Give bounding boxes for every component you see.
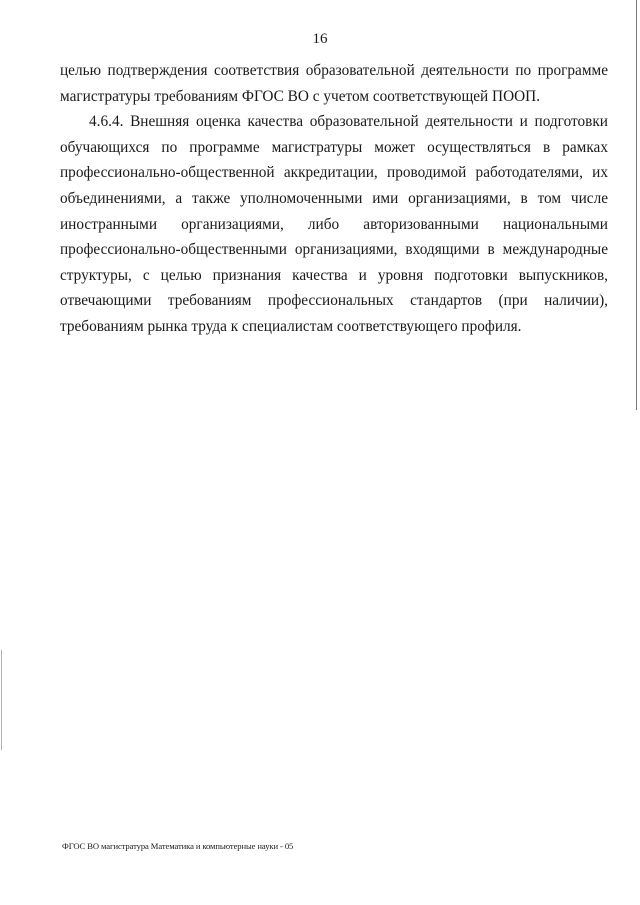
paragraph-continuation: целью подтверждения соответствия образовательной деятельности по программе магистратуры требованиям ФГОС ВО с учетом соответствующей ПООП. xyxy=(60,62,608,105)
document-footer: ФГОС ВО магистратура Математика и компьютерные науки - 05 xyxy=(62,841,294,851)
paragraph-4-6-4: 4.6.4. Внешняя оценка качества образовательной деятельности и подготовки обучающихся по программе магистратуры может осуществляться в рамках профессионально-общественной аккредитации, проводимой работодателями, их объединениями, а также уполномоченными ими организациями, в том числе иностранными организациями, либо авторизованными национальными профессионально-общественными организациями, входящими в международные структуры, с целью признания качества и уровня подготовки выпускников, отвечающими требованиям профессиональных стандартов (при наличии), требованиям рынка труда к специалистам соответствующего профиля. xyxy=(60,113,608,335)
scan-edge-right xyxy=(636,0,637,410)
document-body xyxy=(60,58,608,340)
scan-edge-left xyxy=(1,650,2,750)
page-number: 16 xyxy=(312,31,328,47)
